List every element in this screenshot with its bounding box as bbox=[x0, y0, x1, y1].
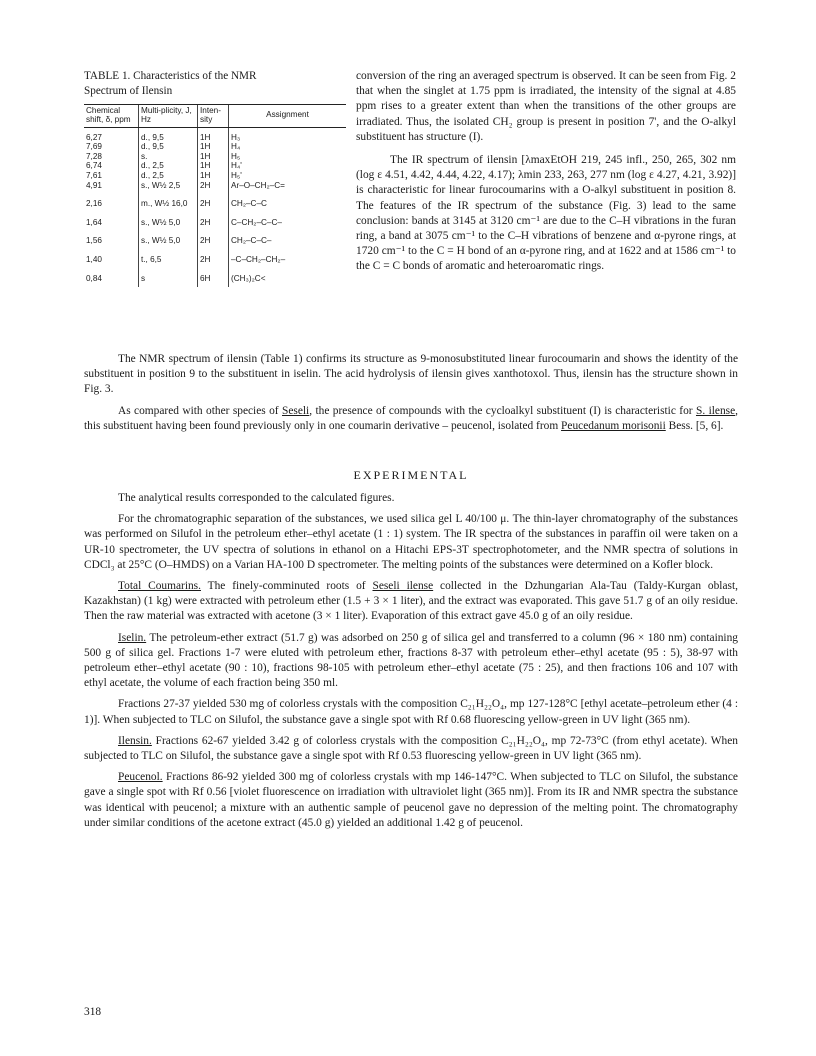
table-row bbox=[84, 190, 346, 209]
body-paragraph-nmr: The NMR spectrum of ilensin (Table 1) confirms its structure as 9-monosubstituted linear furocoumarin and shows the identity of the substituent in position 9 to the substituent in iselin. The acid hydrolysis of ilensin gives xanthotoxol. Thus, ilensin has the structure shown in Fig. 3. bbox=[84, 353, 738, 396]
cell-asg: H₃ bbox=[229, 127, 347, 142]
cell-shift: 1,56 bbox=[86, 236, 102, 246]
body-paragraph-ilensin bbox=[84, 734, 738, 764]
cell-asg: Ar–O–CH₂–C= bbox=[229, 181, 347, 191]
cell-int: 2H bbox=[198, 246, 229, 265]
body-paragraph-iselin bbox=[84, 631, 738, 692]
cell-int: 2H bbox=[198, 227, 229, 246]
cell-asg: C–CH₂–C–C– bbox=[229, 209, 347, 228]
cell-mult: d., 2,5 bbox=[139, 161, 198, 171]
cell-shift: 7,28 bbox=[86, 151, 102, 161]
body-paragraph-methods: For the chromatographic separation of the substances, we used silica gel L 40/100 μ. The thin-layer chromatography of the substances was performed on Silufol in the petroleum ether–ethyl acetate (1 : 1) system. The IR spectra of the substances in paraffin oil were taken on a UR-10 spectrometer, the UV spectra of solutions in ethanol on a Hitachi EPS-3T spectrophotometer, and the NMR spectra of solutions in CDCl₃ at 25°C (O–HMDS) on a Varian HA-100 D spectrometer. The melting points of the substances were determined on a Kofler block. bbox=[84, 513, 738, 571]
cell-int: 2H bbox=[198, 190, 229, 209]
header-assignment: Assignment bbox=[229, 105, 347, 128]
cell-shift: 6,27 bbox=[86, 132, 102, 142]
cell-mult: d., 2,5 bbox=[139, 171, 198, 181]
cell-int: 1H bbox=[198, 171, 229, 181]
cell-mult: d., 9,5 bbox=[139, 127, 198, 142]
right-col-paragraph-2: The IR spectrum of ilensin [λmaxEtOH 219, 245 infl., 250, 265, 302 nm (log ε 4.51, 4.42, 4.44, 4.22, 4.17); λmin 233, 263, 277 nm (log ε 4.27, 4.21, 3.92)] is characteristic for linear furocoumarins with a O-alkyl substituent in position 8. The features of the IR spectrum of the substance (Fig. 3) lead to the same conclusion: bands at 3145 at 3120 cm⁻¹ are due to the C–H vibrations in the furan ring, a band at 3075 cm⁻¹ to the C–H vibrations of benzene and α-pyrone rings, at 1720 cm⁻¹ to the C = H bond of an α-pyrone ring, and at 1622 and at 1586 cm⁻¹ to the C = C bonds of aromatic and heteroaromatic rings. bbox=[356, 154, 736, 273]
table-row bbox=[84, 181, 346, 191]
cell-mult: s., W½ 2,5 bbox=[139, 181, 198, 191]
label-ilensin: Ilensin. bbox=[118, 734, 152, 747]
cell-asg: H₅' bbox=[229, 171, 347, 181]
text-span: Bess. [5, 6]. bbox=[665, 419, 724, 432]
table-title-line-1: TABLE 1. Characteristics of the NMR bbox=[84, 70, 257, 82]
table-row bbox=[84, 209, 346, 228]
text-span: , the presence of compounds with the cycloalkyl substituent (I) is characteristic for bbox=[309, 404, 696, 417]
cell-mult: m., W½ 16,0 bbox=[139, 190, 198, 209]
cell-shift: 6,74 bbox=[86, 161, 102, 171]
table-title-line-2: Spectrum of Ilensin bbox=[84, 85, 173, 97]
table-row bbox=[84, 246, 346, 265]
cell-asg: H₄' bbox=[229, 161, 347, 171]
cell-int: 1H bbox=[198, 127, 229, 142]
body-paragraph-peucenol bbox=[84, 770, 738, 831]
body-paragraph-analytical: The analytical results corresponded to the calculated figures. bbox=[118, 492, 395, 504]
text-span: Fractions 62-67 yielded 3.42 g of colorless crystals with the composition C₂₁H₂₂O₄, mp 72-73°C (from ethyl acetate). When subjected to TLC on Silufol, the substance gave a single spot with Rf 0.53 fluorescing yellow-green in UV light (365 nm). bbox=[84, 734, 738, 763]
cell-asg: CH₂–C–C– bbox=[229, 227, 347, 246]
species-peucedanum: Peucedanum morisonii bbox=[561, 419, 666, 432]
table-row bbox=[84, 171, 346, 181]
cell-asg: CH₂–C–C bbox=[229, 190, 347, 209]
header-intensity: Inten-sity bbox=[198, 105, 229, 128]
body-block-1 bbox=[84, 352, 738, 434]
label-total-coumarins: Total Coumarins. bbox=[118, 580, 201, 593]
table-header-row bbox=[84, 105, 346, 128]
cell-asg: (CH₃)₂C< bbox=[229, 265, 347, 288]
text-span: collected in the Dzhungarian Ala-Tau (Taldy-Kurgan oblast, Kazakhstan) (1 kg) were extracted with petroleum ether (1.5 + 3 × 1 liter), and the extract was evaporated. This gave 51.7 g of an oily residue. Then the raw material was extracted with acetone (3 × 1 liter). Evaporation of this extract gave 45.0 g of an oily residue. bbox=[84, 580, 738, 623]
right-col-paragraph-1: conversion of the ring an averaged spectrum is observed. It can be seen from Fig. 2 that when the singlet at 1.75 ppm is irradiated, the intensity of the signal at 4.85 ppm rises to a greater extent than when the transitions of the other groups are irradiated. Thus, the isolated CH₂ group is present in position 7', and the O-alkyl substituent has structure (I). bbox=[356, 70, 736, 143]
cell-mult: d., 9,5 bbox=[139, 142, 198, 152]
table-row bbox=[84, 152, 346, 162]
cell-int: 6H bbox=[198, 265, 229, 288]
cell-asg: –C–CH₂–CH₂– bbox=[229, 246, 347, 265]
species-seseli: Seseli bbox=[282, 404, 310, 417]
species-s-ilense: S. ilense bbox=[695, 404, 736, 417]
cell-int: 1H bbox=[198, 142, 229, 152]
cell-asg: H₅ bbox=[229, 152, 347, 162]
section-heading-experimental: EXPERIMENTAL bbox=[353, 468, 469, 482]
cell-int: 2H bbox=[198, 209, 229, 228]
body-block-2 bbox=[84, 491, 738, 831]
text-span: Fractions 86-92 yielded 300 mg of colorless crystals with mp 146-147°C. When subjected to TLC on Silufol, the substance gave a single spot with Rf 0.56 [violet fluorescence on irradiation with ultraviolet light (365 nm)]. From its IR and NMR spectra the substance was identical with peucenol; a mixture with an authentic sample of peucenol gave no depression of the melting point. The chromatography under similar conditions of the acetone extract (45.0 g) yielded an additional 1.42 g of peucenol. bbox=[84, 771, 738, 829]
cell-shift: 1,40 bbox=[86, 254, 102, 264]
body-paragraph-total-coumarins bbox=[84, 579, 738, 625]
cell-int: 2H bbox=[198, 181, 229, 191]
label-peucenol: Peucenol. bbox=[118, 771, 163, 784]
cell-mult: s., W½ 5,0 bbox=[139, 227, 198, 246]
body-paragraph-fractions: Fractions 27-37 yielded 530 mg of colorless crystals with the composition C₂₁H₂₂O₄, mp 127-128°C [ethyl acetate–petroleum ether (4 : 1)]. When subjected to TLC on Silufol, the substance gave a single spot with Rf 0.68 fluorescing yellow-green in UV light (365 nm). bbox=[84, 698, 738, 726]
page-number: 318 bbox=[84, 1006, 102, 1018]
cell-shift: 7,61 bbox=[86, 170, 102, 180]
cell-mult: s bbox=[139, 265, 198, 288]
cell-mult: s., W½ 5,0 bbox=[139, 209, 198, 228]
text-span: The petroleum-ether extract (51.7 g) was adsorbed on 250 g of silica gel and transferred to a column (96 × 180 nm) containing 500 g of silica gel. Fractions 1-7 were eluted with petroleum ether, fractions 8-37 with petroleum ether–ethyl acetate (95 : 5), 38-97 with petroleum ether–ethyl acetate (90 : 10), fractions 98-105 with petroleum ether–ethyl acetate (75 : 25), and then fractions 106 and 107 with ethyl acetate, the volume of each fraction being 350 ml. bbox=[84, 631, 738, 690]
cell-shift: 2,16 bbox=[86, 199, 102, 209]
nmr-table bbox=[84, 104, 346, 287]
species-seseli-ilense: Seseli ilense bbox=[372, 580, 434, 593]
cell-shift: 4,91 bbox=[86, 180, 102, 190]
body-paragraph-seseli bbox=[84, 404, 738, 434]
table-row bbox=[84, 127, 346, 142]
text-span: As compared with other species of bbox=[118, 404, 283, 417]
cell-mult: t., 6,5 bbox=[139, 246, 198, 265]
cell-shift: 1,64 bbox=[86, 217, 102, 227]
text-span: , this substituent having been found previously only in one coumarin derivative – peucenol, isolated from bbox=[84, 404, 738, 432]
cell-int: 1H bbox=[198, 161, 229, 171]
cell-shift: 7,69 bbox=[86, 142, 102, 152]
text-span: The finely-comminuted roots of bbox=[200, 580, 373, 593]
table-row bbox=[84, 227, 346, 246]
cell-shift: 0,84 bbox=[86, 273, 102, 283]
cell-int: 1H bbox=[198, 152, 229, 162]
header-shift: Chemical shift, δ, ppm bbox=[84, 105, 139, 128]
cell-asg: H₄ bbox=[229, 142, 347, 152]
label-iselin: Iselin. bbox=[118, 631, 147, 644]
table-row bbox=[84, 265, 346, 288]
table-row bbox=[84, 161, 346, 171]
cell-mult: s. bbox=[139, 152, 198, 162]
header-multiplicity: Multi-plicity, J, Hz bbox=[139, 105, 198, 128]
table-row bbox=[84, 142, 346, 152]
table-title bbox=[84, 69, 346, 99]
right-column bbox=[356, 69, 736, 275]
